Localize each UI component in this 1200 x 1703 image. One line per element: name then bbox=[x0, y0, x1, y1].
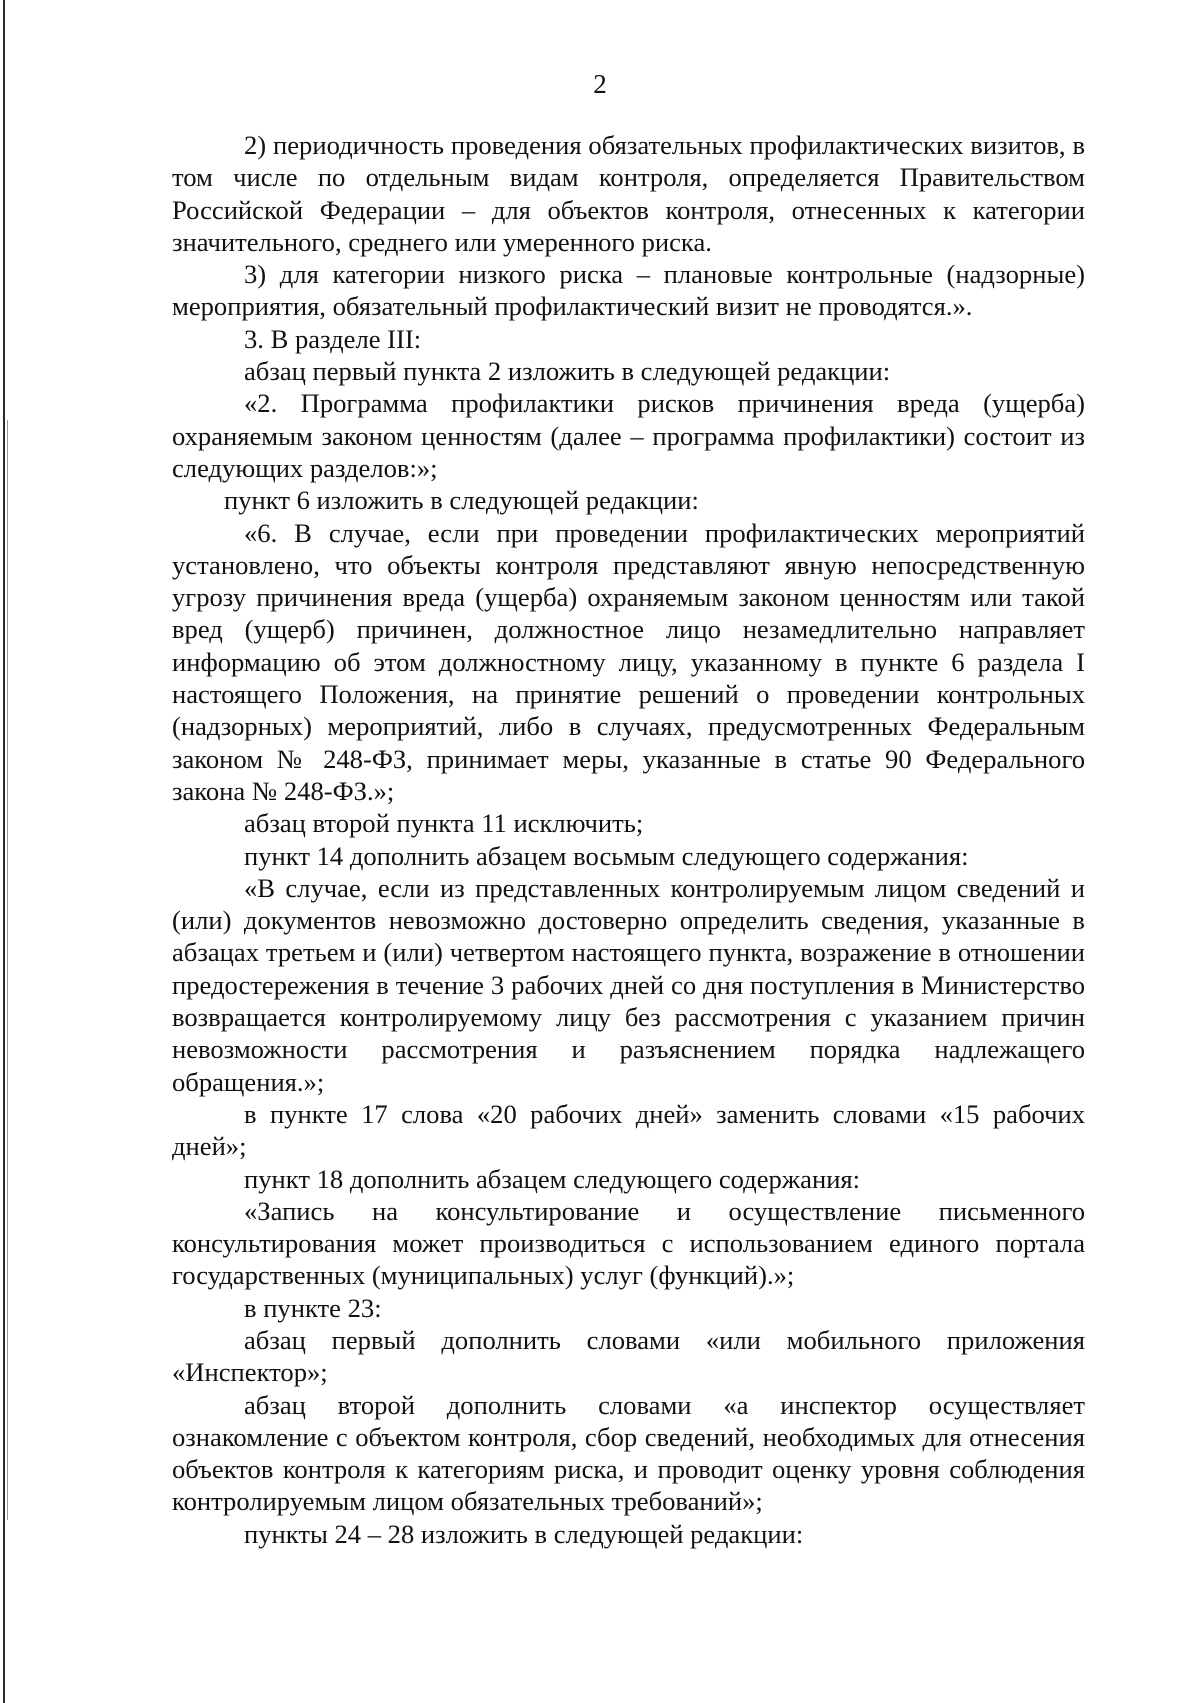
paragraph: абзац второй дополнить словами «а инспектор осуществляет ознакомление с объектом контроля, сбор сведений, необходимых для отнесения объектов контроля к категориям риска, и проводит оценку уровня соблюдения контролируемым лицом обязательных требований»; bbox=[172, 1389, 1085, 1517]
paragraph: 2) периодичность проведения обязательных профилактических визитов, в том числе по отдельным видам контроля, определяется Правительством Российской Федерации – для объектов контроля, отнесенных к категории значительного, среднего или умеренного риска. bbox=[172, 130, 1085, 257]
scan-edge-shadow bbox=[7, 420, 8, 1520]
paragraph: абзац первый дополнить словами «или мобильного приложения «Инспектор»; bbox=[172, 1324, 1085, 1388]
paragraph: «6. В случае, если при проведении профилактических мероприятий установлено, что объекты контроля представляют явную непосредственную угрозу причинения вреда (ущерба) охраняемым законом ценностям или такой вред (ущерб) причинен, должностное лицо незамедлительно направляет информацию об этом должностному лицу, указанному в пункте 6 раздела I настоящего Положения, на принятие решений о проведении контрольных (надзорных) мероприятий, либо в случаях, предусмотренных Федеральным законом № 248-ФЗ, принимает меры, указанные в статье 90 Федерального закона № 248-ФЗ.»; bbox=[172, 517, 1085, 806]
paragraph: в пункте 17 слова «20 рабочих дней» заменить словами «15 рабочих дней»; bbox=[172, 1098, 1085, 1162]
paragraph: «2. Программа профилактики рисков причинения вреда (ущерба) охраняемым законом ценностям (далее – программа профилактики) состоит из следующих разделов:»; bbox=[172, 388, 1085, 483]
paragraph: пункт 6 изложить в следующей редакции: bbox=[224, 485, 699, 516]
paragraph: 3. В разделе III: bbox=[244, 323, 422, 354]
page-number: 2 bbox=[593, 69, 607, 99]
scan-edge-line bbox=[3, 0, 5, 1703]
paragraph: в пункте 23: bbox=[244, 1292, 382, 1323]
paragraph: «В случае, если из представленных контролируемым лицом сведений и (или) документов невозможно достоверно определить сведения, указанные в абзацах третьем и (или) четвертом настоящего пункта, возражение в отношении предостережения в течение 3 рабочих дней со дня поступления в Министерство возвращается контролируемому лицу без рассмотрения с указанием причин невозможности рассмотрения и разъяснением порядка надлежащего обращения.»; bbox=[172, 872, 1085, 1097]
paragraph: 3) для категории низкого риска – плановые контрольные (надзорные) мероприятия, обязательный профилактический визит не проводятся.». bbox=[172, 259, 1085, 322]
paragraph: абзац второй пункта 11 исключить; bbox=[244, 808, 644, 839]
paragraph: пункт 18 дополнить абзацем следующего содержания: bbox=[244, 1163, 861, 1194]
paragraph: «Запись на консультирование и осуществление письменного консультирования может производиться с использованием единого портала государственных (муниципальных) услуг (функций).»; bbox=[172, 1195, 1085, 1291]
document-body bbox=[172, 129, 1085, 1550]
paragraph: пункт 14 дополнить абзацем восьмым следующего содержания: bbox=[244, 840, 969, 871]
paragraph: абзац первый пункта 2 изложить в следующей редакции: bbox=[244, 356, 891, 387]
paragraph: пункты 24 – 28 изложить в следующей редакции: bbox=[244, 1518, 804, 1549]
